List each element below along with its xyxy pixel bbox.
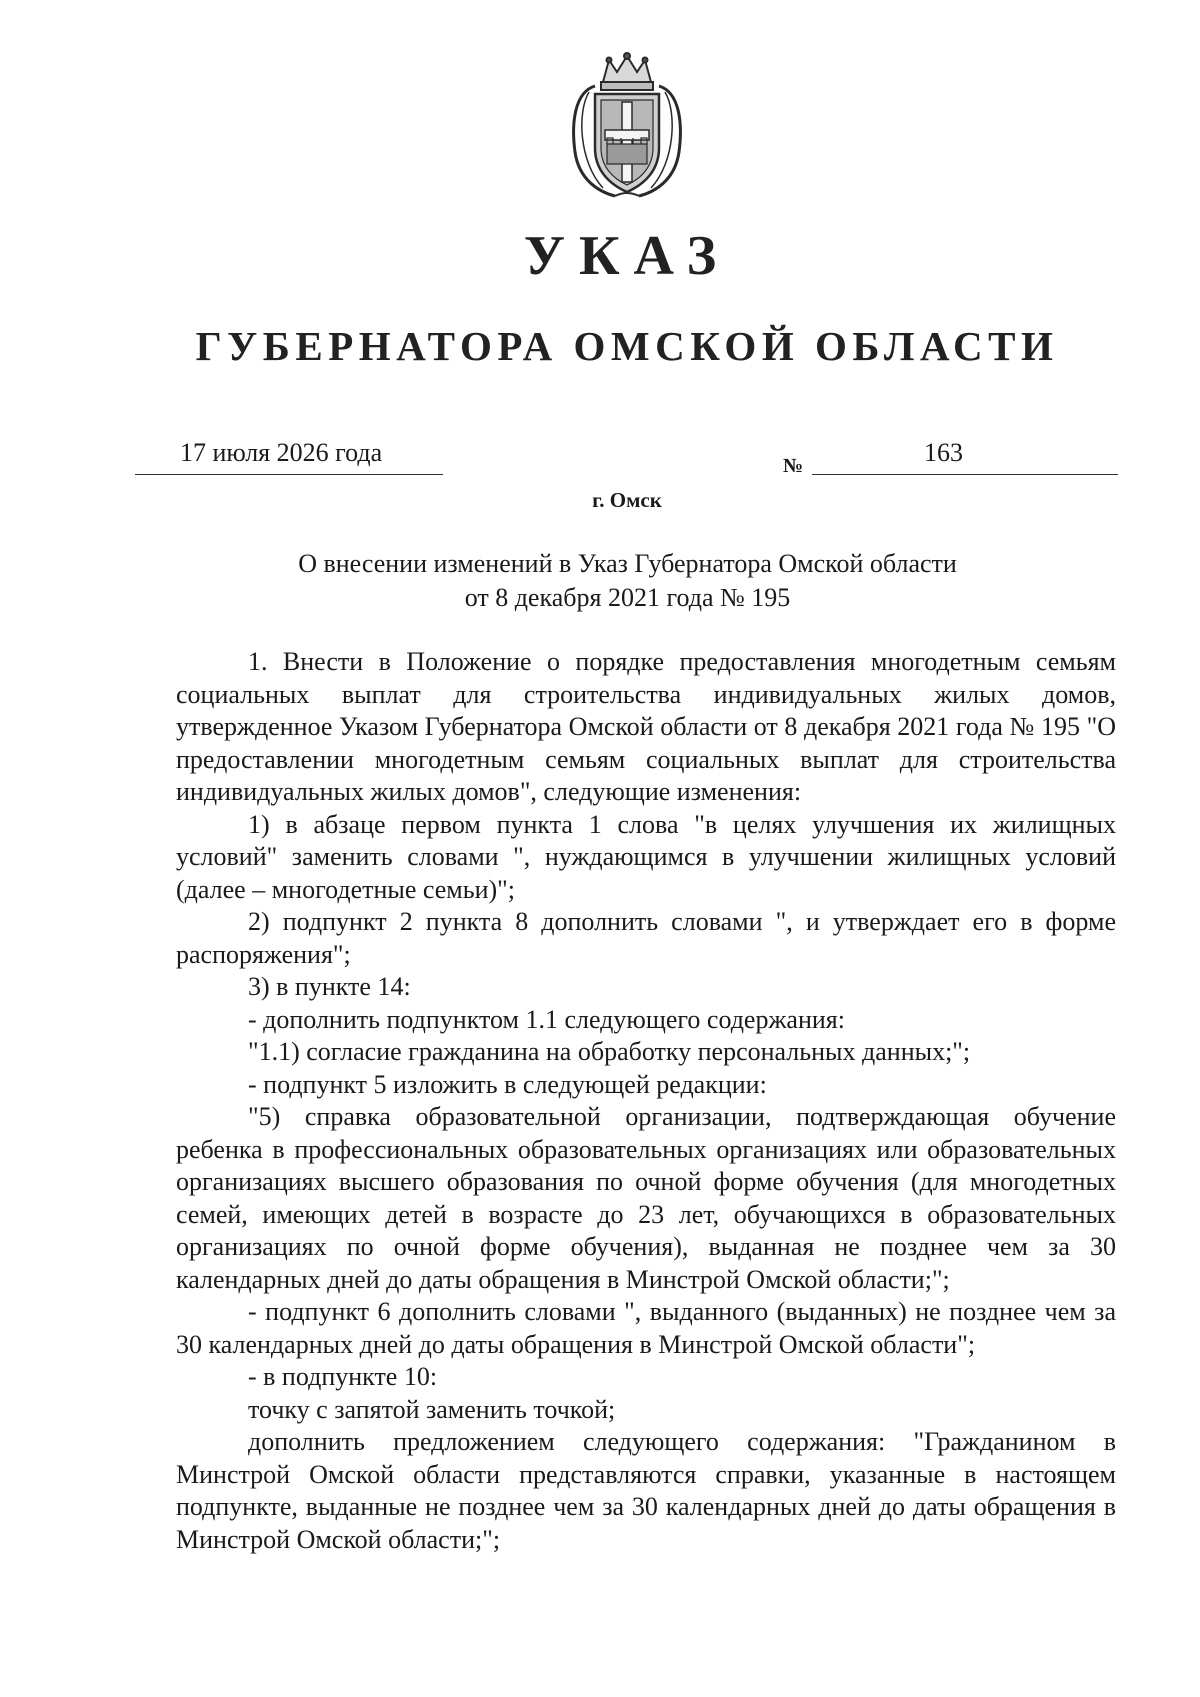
city-label: г. Омск	[592, 488, 662, 512]
heading-line-2: от 8 декабря 2021 года № 195	[464, 583, 791, 612]
date-field	[135, 440, 443, 475]
paragraph: 3) в пункте 14:	[248, 972, 411, 1001]
decree-body	[176, 646, 1116, 1556]
heading-line-1: О внесении изменений в Указ Губернатора Омской области	[298, 549, 957, 578]
paragraph: 2) подпункт 2 пункта 8 дополнить словами ", и утверждает его в форме распоряжения";	[176, 907, 1116, 969]
decree-heading	[200, 547, 1055, 615]
decree-number: 163	[924, 438, 963, 467]
paragraph: "1.1) согласие гражданина на обработку персональных данных;";	[248, 1037, 971, 1066]
paragraph: - дополнить подпунктом 1.1 следующего содержания:	[248, 1004, 845, 1034]
decree-date: 17 июля 2026 года	[180, 438, 383, 467]
paragraph: 1) в абзаце первом пункта 1 слова "в целях улучшения их жилищных условий" заменить словами ", нуждающимся в улучшении жилищных условий (далее – многодетные семьи)";	[176, 809, 1116, 904]
document-title: УКАЗ	[523, 225, 731, 287]
paragraph: точку с запятой заменить точкой;	[248, 1394, 616, 1424]
paragraph: - подпункт 6 дополнить словами ", выданного (выданных) не позднее чем за 30 календарных дней до даты обращения в Минстрой Омской области";	[176, 1297, 1116, 1359]
paragraph: дополнить предложением следующего содержания: "Гражданином в Минстрой Омской области представляются справки, указанные в настоящем подпункте, выданные не позднее чем за 30 календарных дней до даты обращения в Минстрой Омской области;";	[176, 1427, 1116, 1554]
number-sign: №	[783, 455, 804, 477]
number-field	[812, 440, 1118, 475]
paragraph: "5) справка образовательной организации, подтверждающая обучение ребенка в профессиональных образовательных организациях или образовательных организациях высшего образования по очной форме обучения (для многодетных семей, имеющих детей в возрасте до 23 лет, обучающихся в образовательных организациях по очной форме обучения), выданная не позднее чем за 30 календарных дней до даты обращения в Минстрой Омской области;";	[176, 1102, 1116, 1294]
paragraph: 1. Внести в Положение о порядке предоставления многодетным семьям социальных выплат для строительства индивидуальных жилых домов, утвержденное Указом Губернатора Омской области от 8 декабря 2021 года № 195 "О предоставлении многодетным семьям социальных выплат для строительства индивидуальных жилых домов", следующие изменения:	[176, 647, 1116, 806]
paragraph: - в подпункте 10:	[248, 1362, 438, 1391]
coat-of-arms-icon	[565, 52, 689, 200]
document-subtitle: ГУБЕРНАТОРА ОМСКОЙ ОБЛАСТИ	[195, 323, 1059, 369]
paragraph: - подпункт 5 изложить в следующей редакции:	[248, 1069, 767, 1099]
